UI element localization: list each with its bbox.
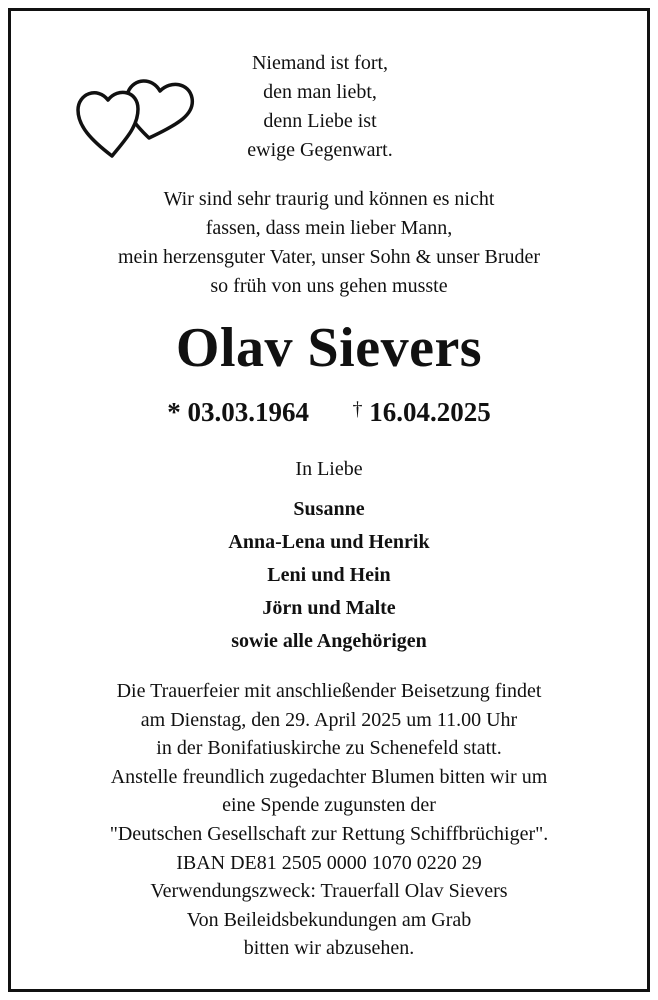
deceased-name: Olav Sievers [175, 317, 483, 379]
details-line: Die Trauerfeier mit anschließender Beisetzung findet [116, 680, 542, 702]
details-line: Anstelle freundlich zugedachter Blumen bitten wir um [110, 765, 548, 788]
verse-block [220, 49, 420, 165]
mourner-name: Susanne [293, 498, 365, 520]
verse-line: denn Liebe ist [263, 110, 377, 132]
death-symbol: † [352, 398, 363, 420]
mourners-list [0, 493, 658, 658]
details-line: bitten wir abzusehen. [243, 937, 415, 960]
details-line: Von Beileidsbekundungen am Grab [186, 908, 472, 931]
life-dates [0, 389, 658, 432]
birth-date: 03.03.1964 [187, 397, 309, 427]
intro-line: fassen, dass mein lieber Mann, [205, 217, 453, 239]
details-line: am Dienstag, den 29. April 2025 um 11.00 Uhr [140, 708, 518, 731]
details-line: eine Spende zugunsten der [222, 794, 436, 817]
intro-line: so früh von uns gehen musste [210, 275, 448, 297]
verse-line: Niemand ist fort, [251, 52, 389, 74]
verse-line: ewige Gegenwart. [247, 139, 393, 161]
service-details [0, 677, 658, 963]
birth-symbol: * [167, 397, 181, 427]
mourner-name: Anna-Lena und Henrik [228, 531, 430, 553]
details-line: IBAN DE81 2505 0000 1070 0220 29 [176, 851, 482, 874]
intro-line: mein herzensguter Vater, unser Sohn & unser Bruder [117, 246, 541, 268]
death-date: 16.04.2025 [369, 397, 491, 427]
details-line: Verwendungszweck: Trauerfall Olav Sievers [150, 880, 508, 903]
mourner-name: Leni und Hein [267, 564, 391, 586]
details-line: "Deutschen Gesellschaft zur Rettung Schiffbrüchiger". [109, 822, 549, 845]
details-line: in der Bonifatiuskirche zu Schenefeld statt. [156, 737, 502, 760]
intro-line: Wir sind sehr traurig und können es nicht [163, 188, 495, 210]
two-hearts-icon [72, 60, 202, 160]
intro-text [0, 185, 658, 301]
mourner-name: Jörn und Malte [262, 597, 396, 619]
verse-line: den man liebt, [263, 81, 377, 103]
mourner-name: sowie alle Angehörigen [231, 630, 427, 652]
in-love-heading: In Liebe [295, 458, 363, 480]
